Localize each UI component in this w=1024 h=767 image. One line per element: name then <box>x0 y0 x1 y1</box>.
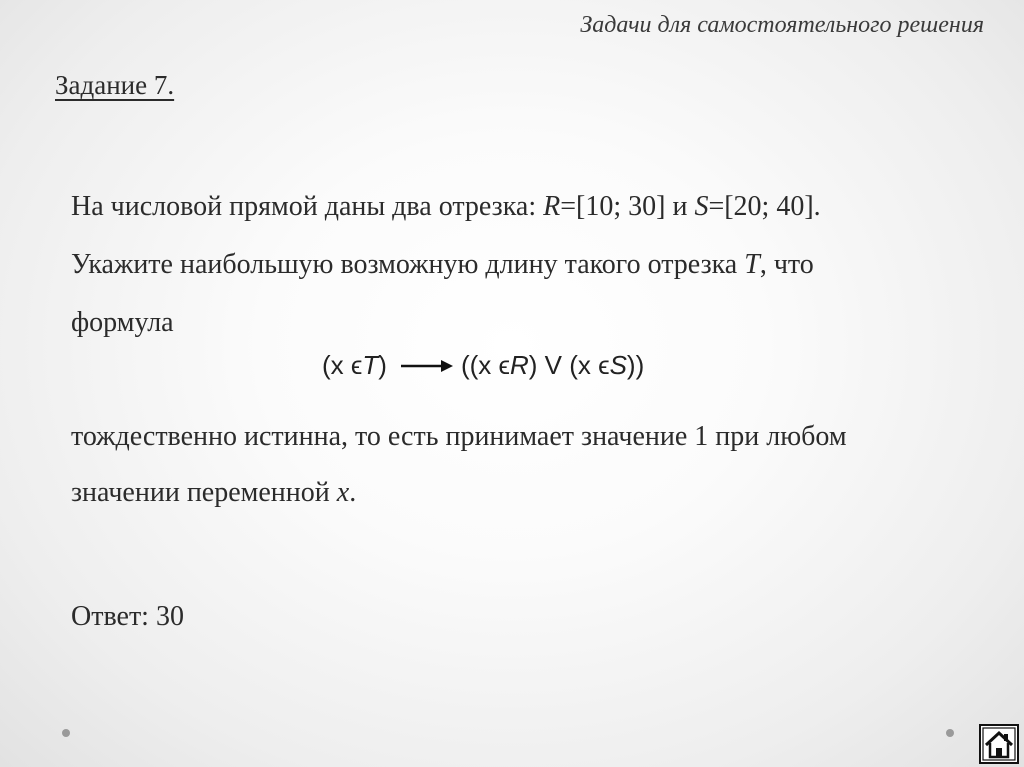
variable-r: R <box>543 191 561 222</box>
nav-dot-icon <box>946 729 954 737</box>
problem-line-1 <box>71 191 821 223</box>
formula-left-close: ) <box>378 350 387 380</box>
problem-line-5 <box>71 477 356 509</box>
problem-line-2 <box>71 249 814 281</box>
problem-line-2-text-a: Укажите наибольшую возможную длину такого отрезка <box>71 249 745 280</box>
problem-line-1-text-a: На числовой прямой даны два отрезка: <box>71 191 544 222</box>
problem-line-5-text-a: значении переменной <box>71 477 337 508</box>
problem-line-3: формула <box>71 307 174 338</box>
home-icon[interactable] <box>979 724 1019 764</box>
variable-t: T <box>744 249 760 280</box>
nav-dot-icon <box>62 729 70 737</box>
answer-text: Ответ: 30 <box>71 601 184 632</box>
formula-right-mid: ) V (x ϵ <box>528 350 610 380</box>
variable-s: S <box>694 191 709 222</box>
problem-line-1-text-b: =[10; 30] и <box>560 191 695 222</box>
problem-line-5-text-b: . <box>349 477 357 508</box>
slide-header-title: Задачи для самостоятельного решения <box>580 12 984 38</box>
task-title: Задание 7. <box>55 70 175 100</box>
formula-right-open: ((x ϵ <box>460 350 510 380</box>
formula-var-r: R <box>509 350 529 380</box>
variable-x: x <box>336 477 350 508</box>
logic-formula <box>322 350 644 381</box>
problem-line-1-text-c: =[20; 40]. <box>708 191 821 222</box>
formula-right-close: )) <box>626 350 645 380</box>
formula-var-t: T <box>362 350 379 380</box>
formula-left-open: (x ϵ <box>322 350 363 380</box>
formula-var-s: S <box>609 350 627 380</box>
problem-line-2-text-b: , что <box>759 249 814 280</box>
implication-arrow-icon <box>401 356 453 376</box>
problem-line-4: тождественно истинна, то есть принимает значение 1 при любом <box>71 421 847 452</box>
